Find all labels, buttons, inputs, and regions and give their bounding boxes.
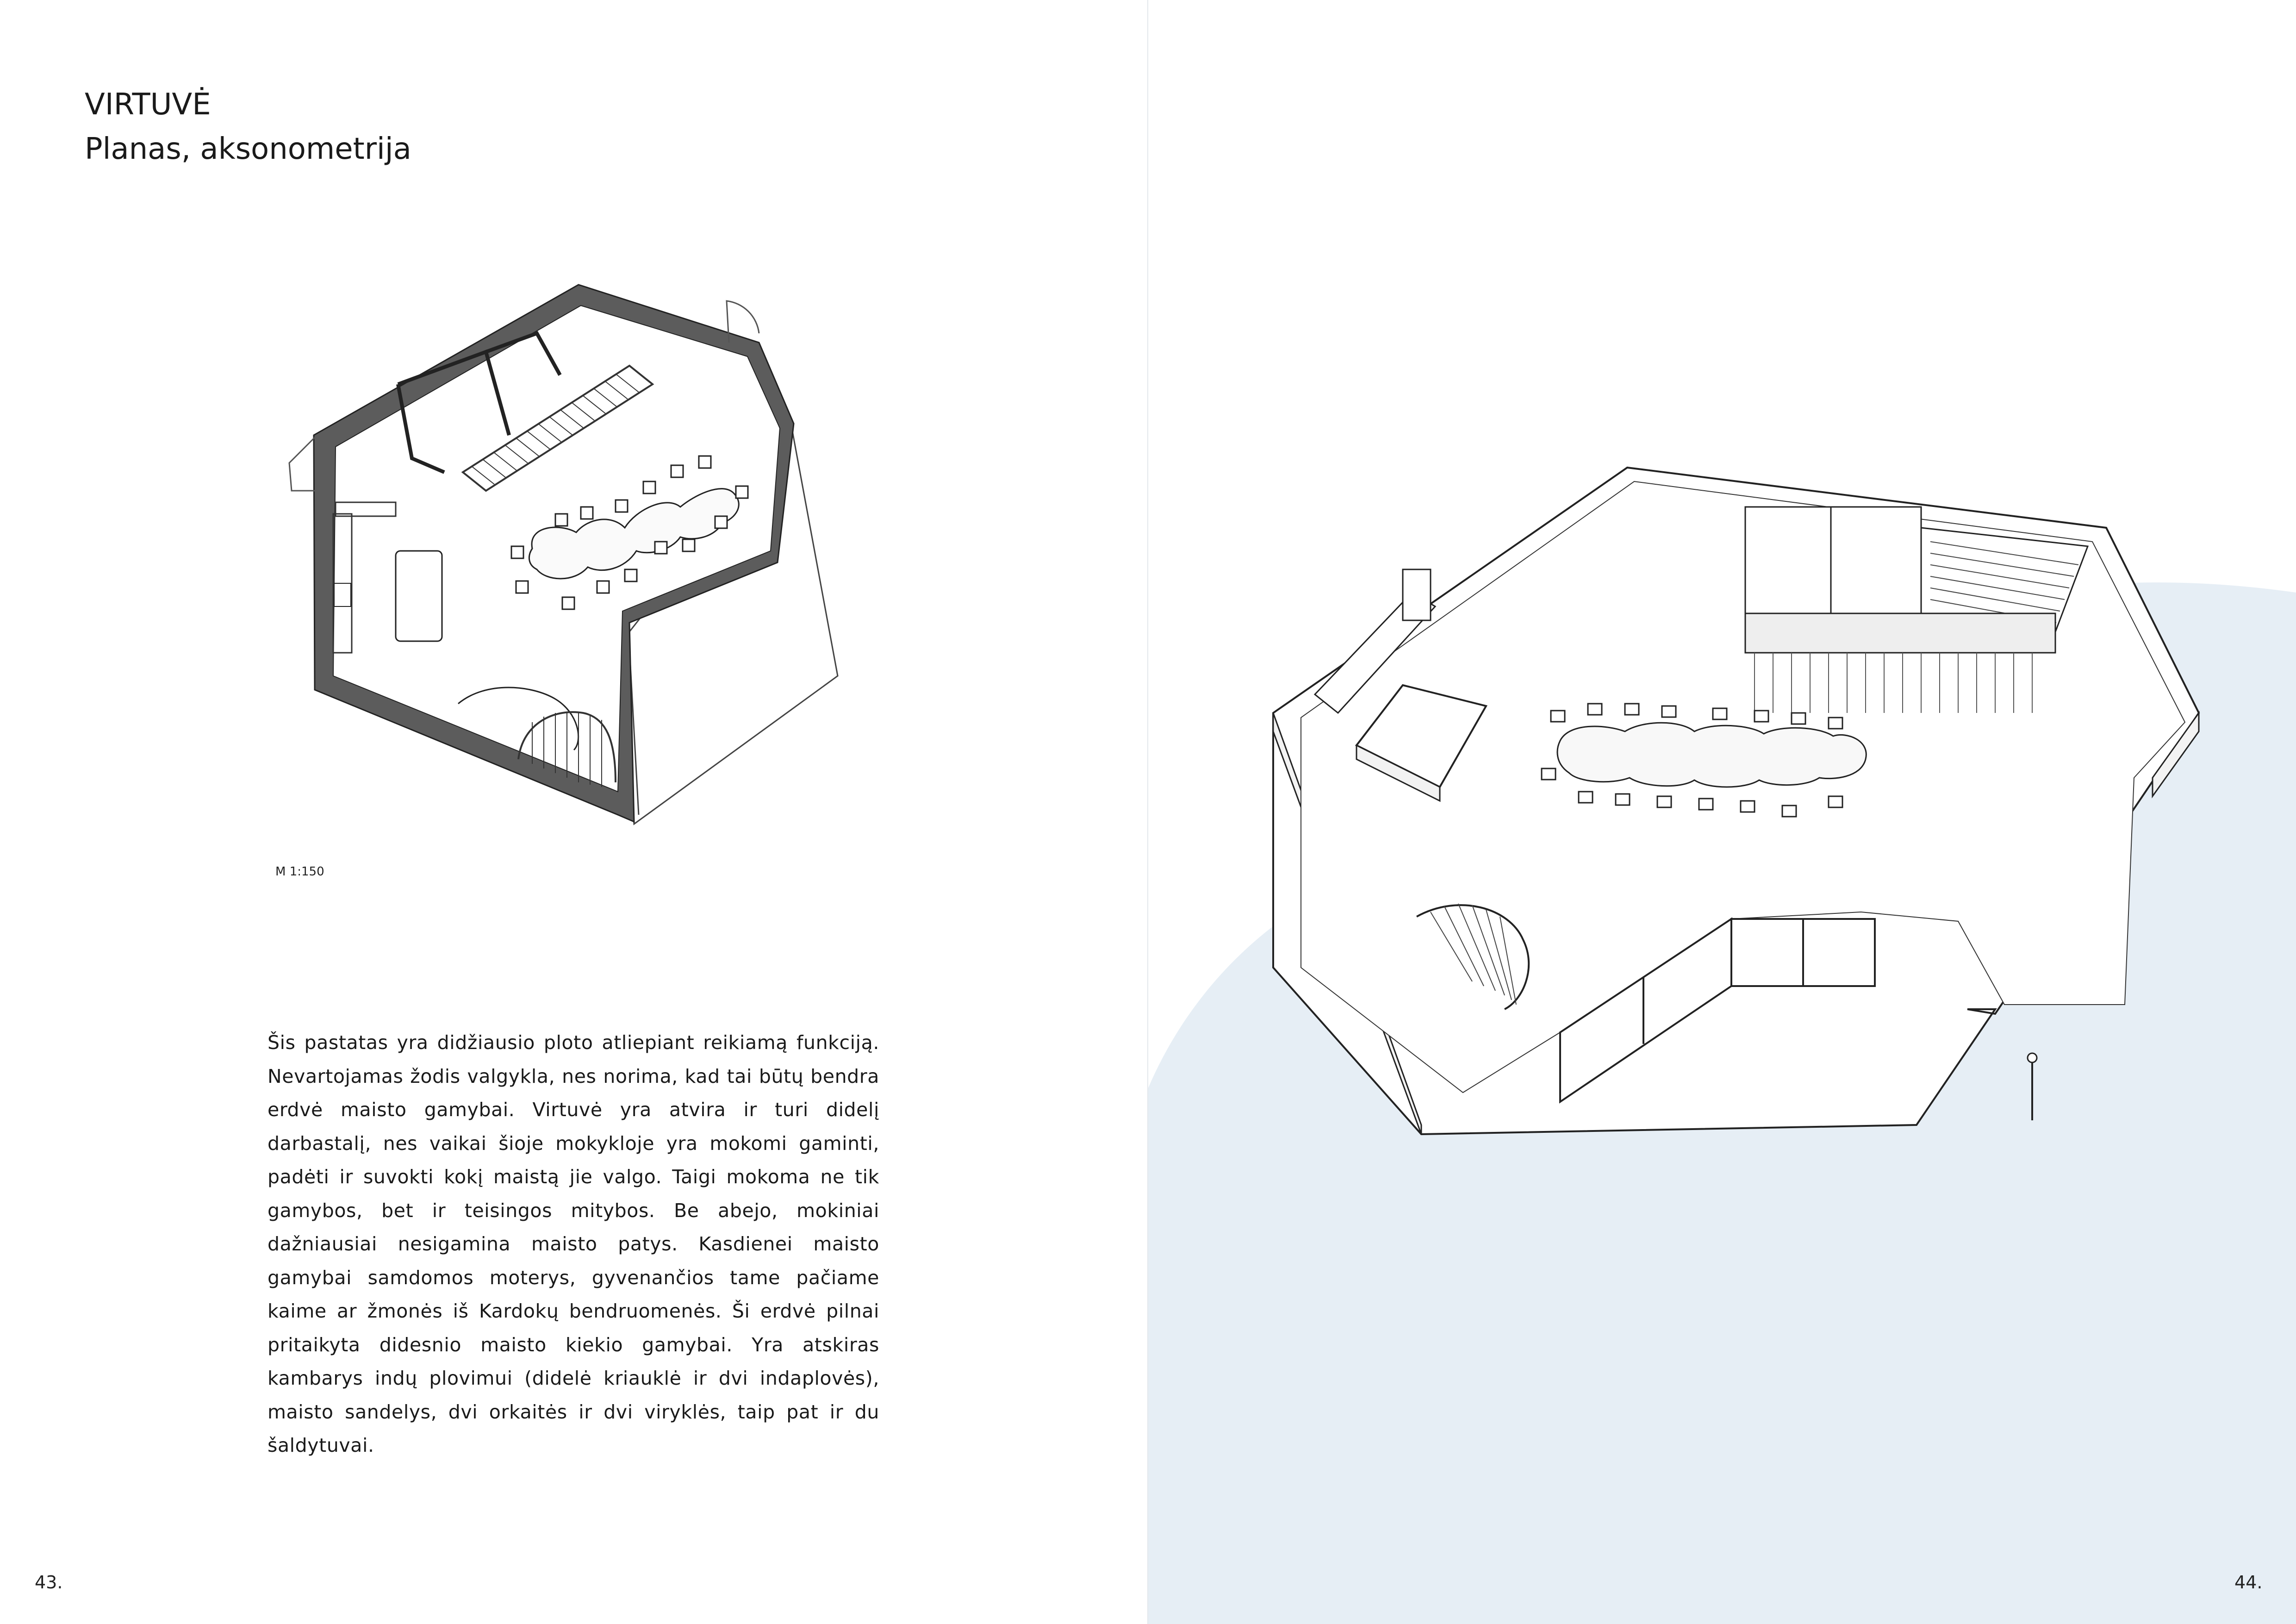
dining-table bbox=[1557, 723, 1866, 787]
floor-plan bbox=[278, 269, 861, 843]
service-rooms bbox=[1745, 507, 1921, 613]
title-line-1: VIRTUVĖ bbox=[85, 87, 211, 122]
page-number-left: 43. bbox=[35, 1572, 63, 1593]
body-text: Šis pastatas yra didžiausio ploto atliepiant reikiamą funkciją. Nevartojamas žodis valgykla, nes norima, kad tai būtų bendra erdvė maisto gamybai. Virtuvė yra atvira ir turi didelį darbastalį, nes vaikai šioje mokykloje yra mokomi gaminti, padėti ir suvokti kokį maistą jie valgo. Taigi mokoma ne tik gamybos, bet ir teisingos mitybos. Be abejo, mokiniai dažniausiai nesigamina maisto patys. Kasdienei maisto gamybai samdomos moterys, gyvenančios tame pačiame kaime ar žmonės iš Kardokų bendruomenės. Ši erdvė pilnai pritaikyta didesnio maisto kiekio gamybai. Yra atskiras kambarys indų plovimui (didelė kriauklė ir dvi indaplovės), maisto sandelys, dvi orkaitės ir dvi viryklės, taip pat ir du šaldytuvai. bbox=[268, 1031, 879, 1456]
axonometric-drawing bbox=[1264, 454, 2213, 1157]
right-page bbox=[1148, 0, 2296, 1624]
fridge bbox=[1403, 569, 1431, 620]
title-line-2: Planas, aksonometrija bbox=[85, 132, 411, 166]
page-number-right: 44. bbox=[2234, 1572, 2263, 1593]
lamp-head bbox=[2028, 1053, 2037, 1062]
scale-label: M 1:150 bbox=[275, 865, 324, 879]
page-title bbox=[85, 82, 411, 171]
door-left bbox=[289, 437, 315, 491]
